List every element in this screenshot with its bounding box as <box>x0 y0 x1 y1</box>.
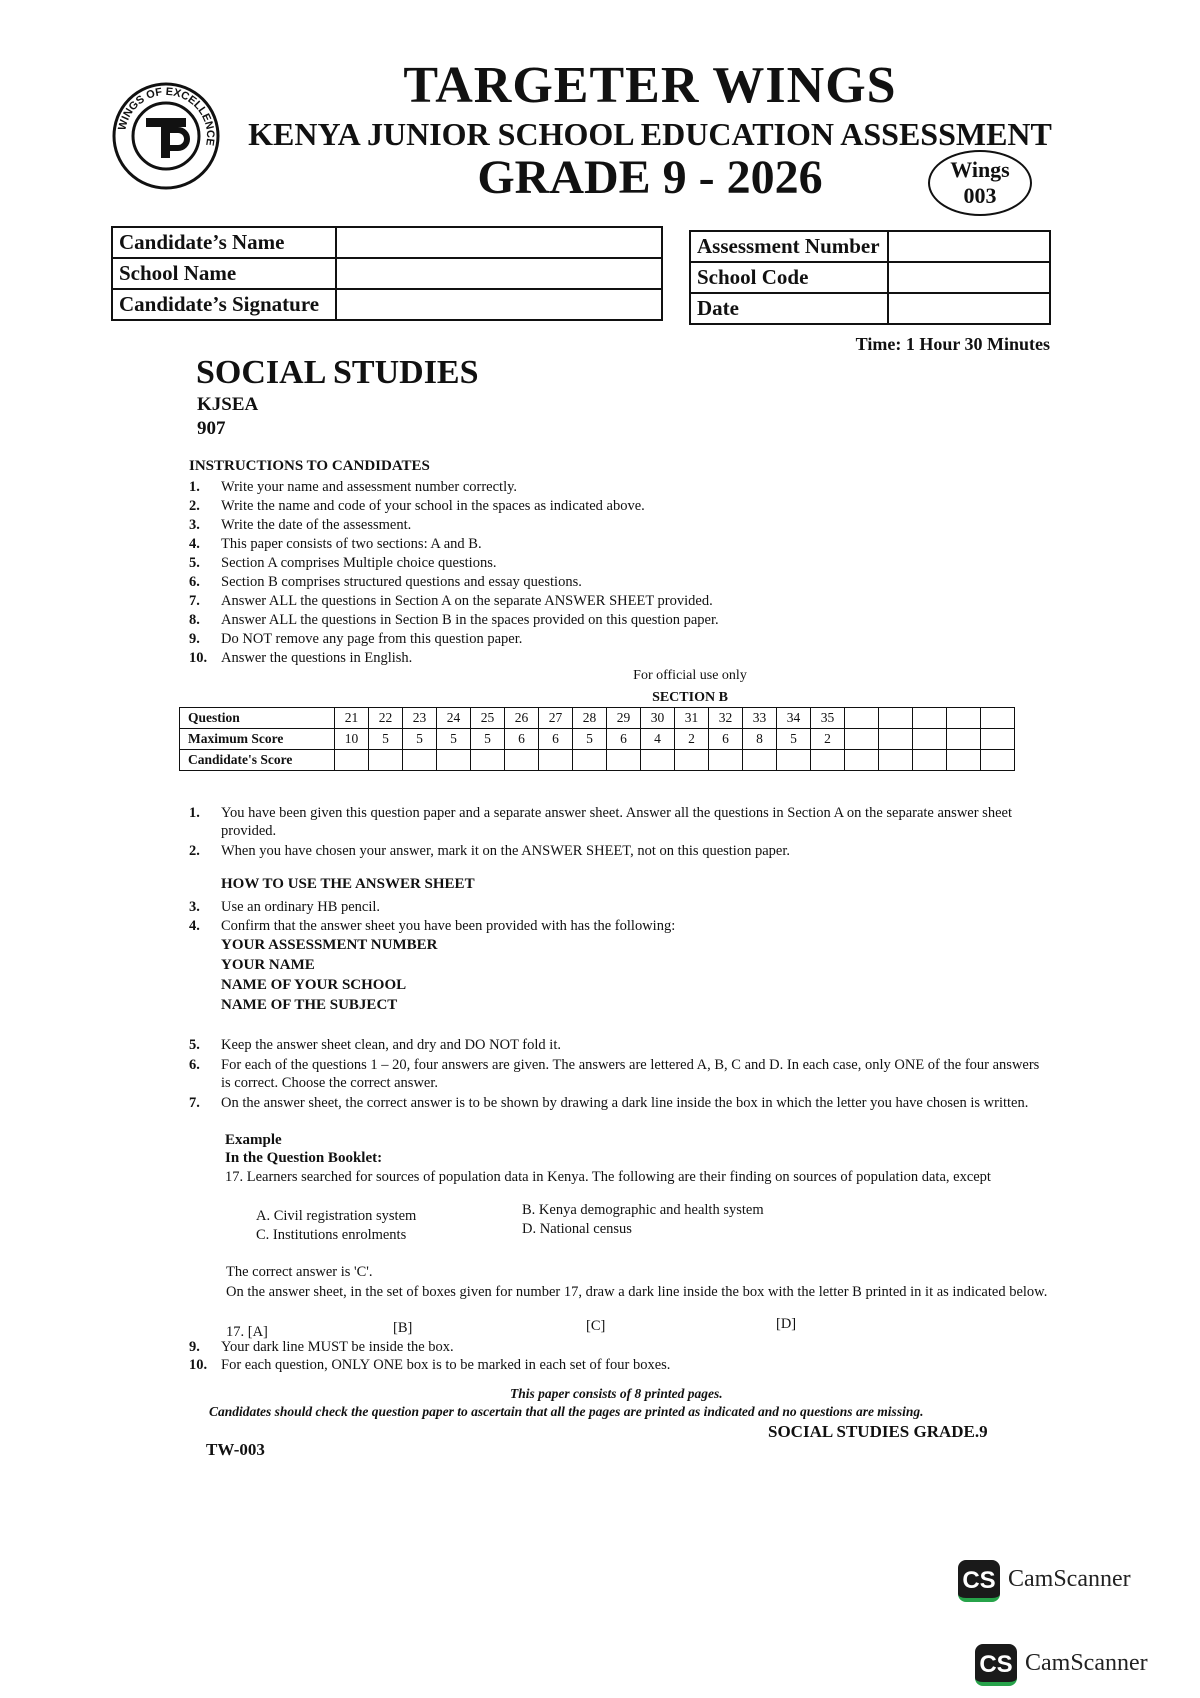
example-question: 17. Learners searched for sources of population data in Kenya. The following are their finding on sources of population data, except <box>225 1169 991 1185</box>
question-number-cell: 34 <box>777 708 811 729</box>
candidate-score-cell[interactable] <box>335 750 369 771</box>
max-score-row-label: Maximum Score <box>180 729 335 750</box>
option-a: A. Civil registration system <box>256 1208 417 1224</box>
max-score-cell: 5 <box>777 729 811 750</box>
camscanner-icon: CS <box>958 1560 1000 1602</box>
question-number-cell: 35 <box>811 708 845 729</box>
instruction-item: 10. Answer the questions in English. <box>189 650 413 666</box>
option-c: C. Institutions enrolments <box>256 1227 407 1243</box>
exam-series-title: TARGETER WINGS <box>403 57 897 114</box>
max-score-cell <box>981 729 1015 750</box>
max-score-cell: 8 <box>743 729 777 750</box>
camscanner-label: CamScanner <box>1008 1566 1131 1592</box>
question-number-cell: 25 <box>471 708 505 729</box>
subject-code-number: 907 <box>197 418 226 439</box>
candidate-name-field[interactable] <box>336 227 662 258</box>
instruction-item: 6. Section B comprises structured questions and essay questions. <box>189 574 582 590</box>
official-use-label: For official use only <box>633 668 747 683</box>
max-score-cell: 6 <box>539 729 573 750</box>
candidate-score-cell[interactable] <box>811 750 845 771</box>
question-number-cell <box>981 708 1015 729</box>
instruction-item: 3. Write the date of the assessment. <box>189 517 412 533</box>
required-field-item: NAME OF YOUR SCHOOL <box>221 977 407 993</box>
question-row-label: Question <box>180 708 335 729</box>
max-score-cell: 5 <box>403 729 437 750</box>
logo-ring-text: WINGS OF EXCELLENCE <box>116 85 217 147</box>
instruction-item: 8. Answer ALL the questions in Section B in the spaces provided on this question paper. <box>189 612 719 628</box>
example-heading: Example <box>225 1132 282 1148</box>
camscanner-label: CamScanner <box>1025 1650 1148 1676</box>
answer-box-c: [C] <box>586 1318 606 1334</box>
question-number-cell: 28 <box>573 708 607 729</box>
candidate-score-cell[interactable] <box>403 750 437 771</box>
time-allowed: Time: 1 Hour 30 Minutes <box>855 334 1050 354</box>
candidate-score-cell[interactable] <box>539 750 573 771</box>
subject-code-kjsea: KJSEA <box>197 394 259 415</box>
question-number-cell: 29 <box>607 708 641 729</box>
max-score-cell: 5 <box>369 729 403 750</box>
section-b-label: SECTION B <box>652 690 728 705</box>
question-number-cell: 27 <box>539 708 573 729</box>
candidate-score-cell[interactable] <box>947 750 981 771</box>
candidate-score-cell[interactable] <box>573 750 607 771</box>
max-score-cell: 2 <box>811 729 845 750</box>
candidate-score-cell[interactable] <box>913 750 947 771</box>
candidate-score-cell[interactable] <box>505 750 539 771</box>
instruction-item: 2. Write the name and code of your school in the spaces as indicated above. <box>189 498 645 514</box>
max-score-cell <box>879 729 913 750</box>
answer-sheet-note: On the answer sheet, in the set of boxes given for number 17, draw a dark line inside the box with the letter B printed in it as indicated below. <box>226 1284 1048 1300</box>
answer-item-10: 10. For each question, ONLY ONE box is to be marked in each set of four boxes. <box>189 1357 671 1373</box>
instruction-item: 9. Do NOT remove any page from this question paper. <box>189 631 523 647</box>
answer-item-4: 4. Confirm that the answer sheet you have been provided with has the following: <box>189 918 676 934</box>
school-name-label: School Name <box>112 258 336 289</box>
badge-line1: Wings <box>950 157 1010 182</box>
school-logo-icon <box>112 82 220 190</box>
max-score-cell: 6 <box>607 729 641 750</box>
answer-box-b: [B] <box>393 1320 413 1336</box>
paper-code: TW-003 <box>206 1440 265 1459</box>
question-number-cell: 33 <box>743 708 777 729</box>
max-score-cell: 6 <box>505 729 539 750</box>
correct-answer-note: The correct answer is 'C'. <box>226 1264 373 1280</box>
camscanner-watermark <box>975 1644 1175 1692</box>
instruction-item: 4. This paper consists of two sections: A and B. <box>189 536 482 552</box>
max-score-cell: 5 <box>471 729 505 750</box>
signature-field[interactable] <box>336 289 662 320</box>
assessment-info-table <box>689 230 1051 325</box>
assessment-subtitle: KENYA JUNIOR SCHOOL EDUCATION ASSESSMENT <box>248 116 1052 152</box>
assessment-number-field[interactable] <box>888 231 1050 262</box>
question-number-cell: 30 <box>641 708 675 729</box>
instruction-item: 1. Write your name and assessment number correctly. <box>189 479 518 495</box>
pages-note: This paper consists of 8 printed pages. <box>510 1386 723 1401</box>
answer-box-a: 17. [A] <box>226 1324 268 1340</box>
candidate-score-cell[interactable] <box>369 750 403 771</box>
paper-badge <box>928 150 1032 216</box>
answer-box-d: [D] <box>776 1316 797 1332</box>
answer-item-5: 5. Keep the answer sheet clean, and dry and DO NOT fold it. <box>189 1037 561 1053</box>
candidate-score-cell[interactable] <box>607 750 641 771</box>
answer-item-3: 3. Use an ordinary HB pencil. <box>189 899 381 915</box>
answer-item-2: 2. When you have chosen your answer, mark it on the ANSWER SHEET, not on this question paper. <box>189 843 790 859</box>
candidate-score-cell[interactable] <box>743 750 777 771</box>
assessment-number-label: Assessment Number <box>690 231 888 262</box>
answer-item-7: 7. On the answer sheet, the correct answer is to be shown by drawing a dark line inside the box in which the letter you have chosen is written. <box>189 1095 1029 1111</box>
required-field-item: NAME OF THE SUBJECT <box>221 997 398 1013</box>
question-number-cell: 21 <box>335 708 369 729</box>
question-number-cell: 23 <box>403 708 437 729</box>
max-score-cell: 2 <box>675 729 709 750</box>
instruction-item: 7. Answer ALL the questions in Section A on the separate ANSWER SHEET provided. <box>189 593 713 609</box>
answer-item-1: 1. You have been given this question paper and a separate answer sheet. Answer all the questions in Section A on the separate answer sheet provided. <box>189 805 1012 839</box>
booklet-heading: In the Question Booklet: <box>225 1150 383 1166</box>
question-number-cell <box>947 708 981 729</box>
subject-title: SOCIAL STUDIES <box>196 354 479 391</box>
camscanner-icon: CS <box>975 1644 1017 1686</box>
max-score-cell: 6 <box>709 729 743 750</box>
candidate-name-label: Candidate’s Name <box>112 227 336 258</box>
candidate-score-cell[interactable] <box>437 750 471 771</box>
question-number-cell: 26 <box>505 708 539 729</box>
max-score-cell <box>913 729 947 750</box>
max-score-cell: 5 <box>573 729 607 750</box>
option-d: D. National census <box>522 1221 632 1237</box>
option-b: B. Kenya demographic and health system <box>522 1202 764 1218</box>
candidate-score-cell[interactable] <box>777 750 811 771</box>
question-number-cell <box>879 708 913 729</box>
date-label: Date <box>690 293 888 324</box>
candidate-info-table <box>111 226 663 321</box>
signature-label: Candidate’s Signature <box>112 289 336 320</box>
badge-line2: 003 <box>963 183 997 208</box>
candidate-score-cell[interactable] <box>471 750 505 771</box>
max-score-cell <box>845 729 879 750</box>
instruction-item: 5. Section A comprises Multiple choice questions. <box>189 555 497 571</box>
candidate-score-cell[interactable] <box>879 750 913 771</box>
question-number-cell <box>913 708 947 729</box>
check-note: Candidates should check the question paper to ascertain that all the pages are printed as indicated and no questions are missing. <box>209 1404 924 1419</box>
candidate-score-cell[interactable] <box>675 750 709 771</box>
question-number-cell: 22 <box>369 708 403 729</box>
candidate-score-cell[interactable] <box>641 750 675 771</box>
question-number-cell: 32 <box>709 708 743 729</box>
question-number-cell <box>845 708 879 729</box>
school-code-label: School Code <box>690 262 888 293</box>
date-field[interactable] <box>888 293 1050 324</box>
question-number-cell: 24 <box>437 708 471 729</box>
candidate-score-cell[interactable] <box>845 750 879 771</box>
required-field-item: YOUR ASSESSMENT NUMBER <box>221 937 438 953</box>
question-number-cell: 31 <box>675 708 709 729</box>
max-score-cell: 4 <box>641 729 675 750</box>
candidate-score-cell[interactable] <box>709 750 743 771</box>
instructions-heading: INSTRUCTIONS TO CANDIDATES <box>189 458 430 474</box>
required-field-item: YOUR NAME <box>221 957 315 973</box>
school-code-field[interactable] <box>888 262 1050 293</box>
how-to-heading: HOW TO USE THE ANSWER SHEET <box>221 876 475 892</box>
camscanner-watermark <box>958 1560 1158 1608</box>
footer-subject: SOCIAL STUDIES GRADE.9 <box>768 1422 988 1441</box>
candidate-score-cell[interactable] <box>981 750 1015 771</box>
score-table <box>179 707 1015 771</box>
school-name-field[interactable] <box>336 258 662 289</box>
max-score-cell: 10 <box>335 729 369 750</box>
grade-title: GRADE 9 - 2026 <box>477 151 823 204</box>
max-score-cell: 5 <box>437 729 471 750</box>
max-score-cell <box>947 729 981 750</box>
answer-item-6: 6. For each of the questions 1 – 20, four answers are given. The answers are lettered A, B, C and D. In each case, only ONE of the four answers is correct. Choose the correct answer. <box>189 1057 1040 1091</box>
answer-item-9: 9. Your dark line MUST be inside the box. <box>189 1339 454 1355</box>
candidate-score-row-label: Candidate's Score <box>180 750 335 771</box>
